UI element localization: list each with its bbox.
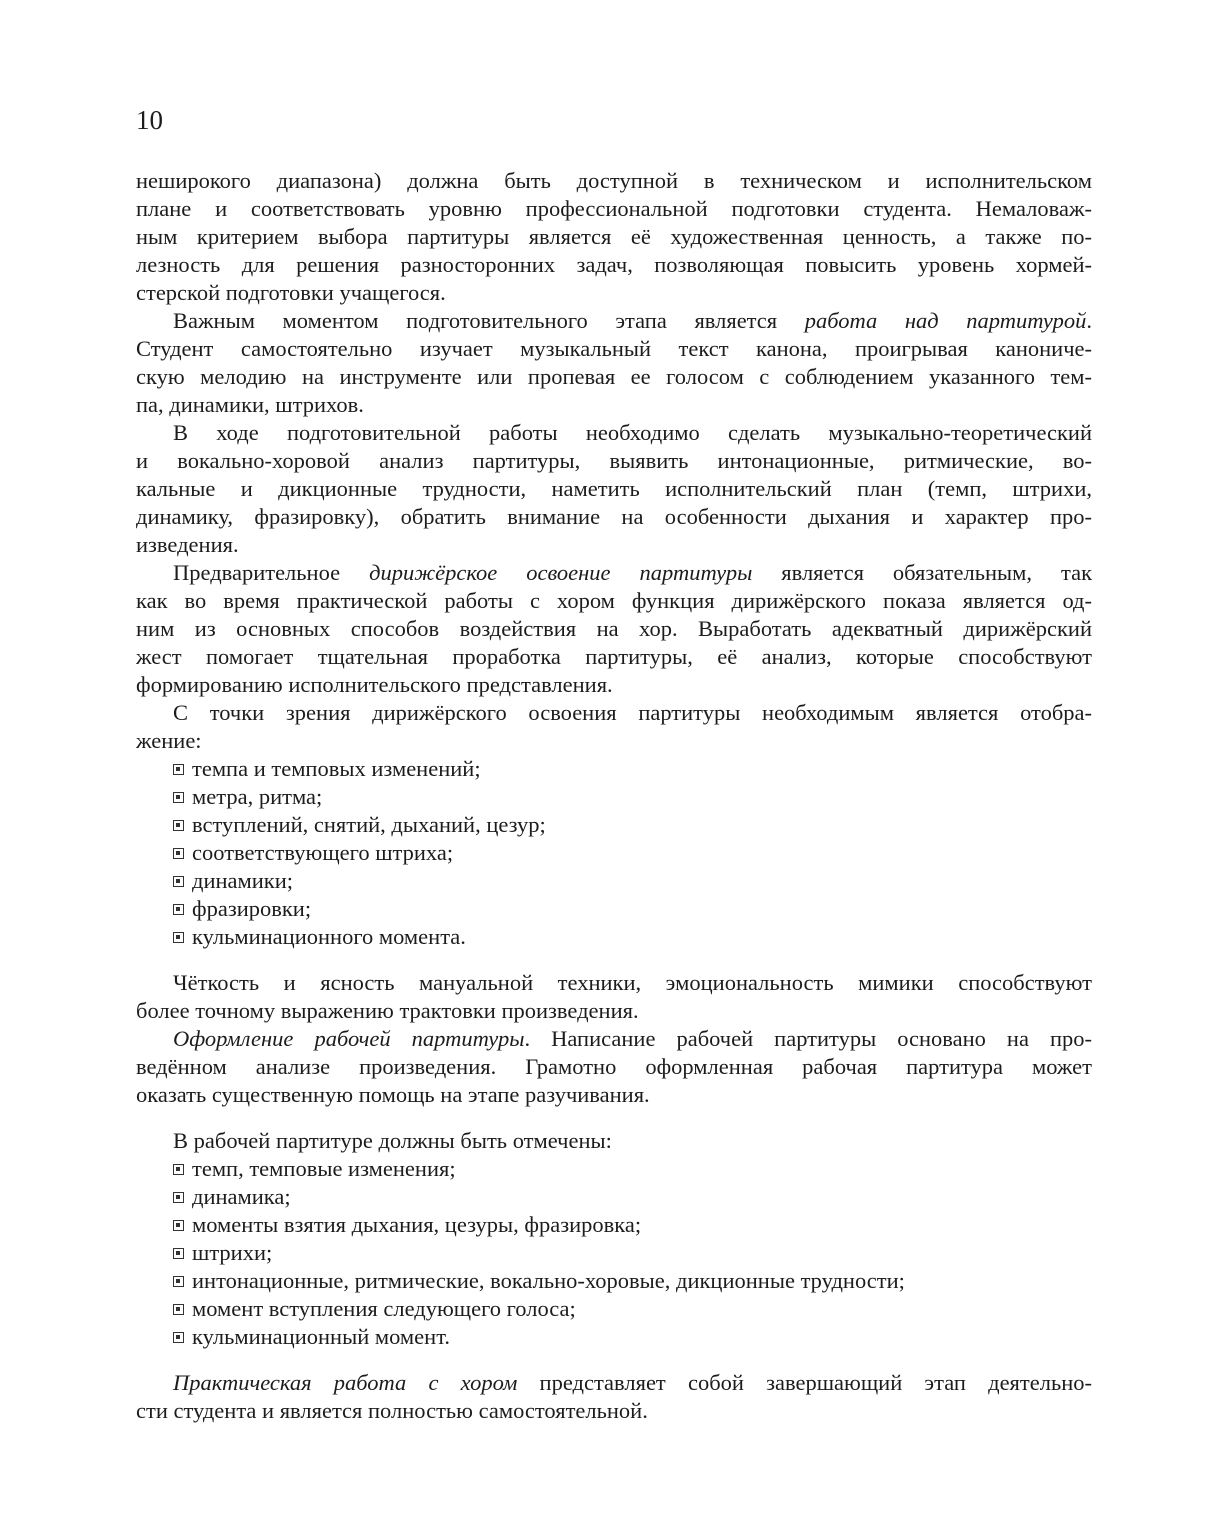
text-span: более точному выражению трактовки произведения.: [136, 998, 639, 1023]
square-bullet-icon: [173, 904, 184, 915]
list-item-text: интонационные, ритмические, вокально-хоровые, дикционные трудности;: [192, 1268, 905, 1293]
text-span: Студент самостоятельно изучает музыкальный текст канона, проигрывая канониче-: [136, 336, 1092, 361]
square-bullet-icon: [173, 876, 184, 887]
list-item: [136, 755, 1092, 783]
text-span: сти студента и является полностью самостоятельной.: [136, 1398, 648, 1423]
paragraph: [136, 419, 1092, 559]
text-span: изведения.: [136, 532, 239, 557]
square-bullet-icon: [173, 848, 184, 859]
text-line: [136, 363, 1092, 391]
text-line: [136, 1397, 1092, 1425]
list-item: [136, 1323, 1092, 1351]
text-span: Важным моментом подготовительного этапа является: [173, 308, 805, 333]
text-span: ним из основных способов воздействия на хор. Выработать адекватный дирижёрский: [136, 616, 1092, 641]
list-item-text: динамика;: [192, 1184, 291, 1209]
paragraph: [136, 559, 1092, 699]
text-span: и вокально-хоровой анализ партитуры, выявить интонационные, ритмические, во-: [136, 448, 1092, 473]
list-item: [136, 895, 1092, 923]
text-span: С точки зрения дирижёрского освоения партитуры необходимым является отобра-: [173, 700, 1092, 725]
text-span: В рабочей партитуре должны быть отмечены:: [173, 1128, 612, 1153]
text-span: В ходе подготовительной работы необходимо сделать музыкально-теоретический: [173, 420, 1092, 445]
text-span: скую мелодию на инструменте или пропевая ее голосом с соблюдением указанного тем-: [136, 364, 1092, 389]
text-line: [136, 969, 1092, 997]
text-span: стерской подготовки учащегося.: [136, 280, 446, 305]
text-line: [136, 1053, 1092, 1081]
square-bullet-icon: [173, 820, 184, 831]
italic-term: Практическая работа с хором: [173, 1370, 518, 1395]
list-item-text: темп, темповые изменения;: [192, 1156, 456, 1181]
paragraph: [136, 1127, 1092, 1155]
list-item-text: соответствующего штриха;: [192, 840, 454, 865]
text-line: [136, 223, 1092, 251]
text-span: кальные и дикционные трудности, наметить исполнительский план (темп, штрихи,: [136, 476, 1092, 501]
italic-term: Оформление рабочей партитуры: [173, 1026, 525, 1051]
list-item: [136, 923, 1092, 951]
text-line: [136, 475, 1092, 503]
text-span: формированию исполнительского представления.: [136, 672, 613, 697]
italic-term: работа над партитурой: [804, 308, 1087, 333]
square-bullet-icon: [173, 1332, 184, 1343]
text-span: жест помогает тщательная проработка партитуры, её анализ, которые способствуют: [136, 644, 1092, 669]
list-item-text: кульминационного момента.: [192, 924, 466, 949]
text-line: [136, 1025, 1092, 1053]
text-line: [136, 699, 1092, 727]
square-bullet-icon: [173, 792, 184, 803]
text-span: является обязательным, так: [752, 560, 1092, 585]
text-line: [136, 1127, 1092, 1155]
list-item-text: момент вступления следующего голоса;: [192, 1296, 576, 1321]
page-number: 10: [136, 105, 163, 135]
list-item-text: динамики;: [192, 868, 294, 893]
text-span: Чёткость и ясность мануальной техники, эмоциональность мимики способствуют: [173, 970, 1092, 995]
square-bullet-icon: [173, 764, 184, 775]
text-span: представляет собой завершающий этап деятельно-: [517, 1370, 1092, 1395]
square-bullet-icon: [173, 1304, 184, 1315]
square-bullet-icon: [173, 1192, 184, 1203]
text-line: [136, 643, 1092, 671]
text-span: плане и соответствовать уровню профессиональной подготовки студента. Немаловаж-: [136, 196, 1092, 221]
list-item-text: темпа и темповых изменений;: [192, 756, 481, 781]
list-item: [136, 1295, 1092, 1323]
list-item-text: кульминационный момент.: [192, 1324, 450, 1349]
text-line: [136, 251, 1092, 279]
text-line: [136, 307, 1092, 335]
square-bullet-icon: [173, 932, 184, 943]
list-item: [136, 1211, 1092, 1239]
text-line: [136, 1369, 1092, 1397]
text-line: [136, 447, 1092, 475]
square-bullet-icon: [173, 1276, 184, 1287]
list-item-text: вступлений, снятий, дыханий, цезур;: [192, 812, 546, 837]
list-item: [136, 867, 1092, 895]
text-line: [136, 671, 1092, 699]
paragraph: [136, 699, 1092, 755]
text-span: ведённом анализе произведения. Грамотно оформленная рабочая партитура может: [136, 1054, 1092, 1079]
list-item-text: штрихи;: [192, 1240, 273, 1265]
text-span: .: [1086, 308, 1092, 333]
text-line: [136, 559, 1092, 587]
text-line: [136, 335, 1092, 363]
text-line: [136, 587, 1092, 615]
text-span: Предварительное: [173, 560, 370, 585]
list-item: [136, 1183, 1092, 1211]
text-span: как во время практической работы с хором функция дирижёрского показа является од-: [136, 588, 1092, 613]
text-line: [136, 195, 1092, 223]
text-span: динамику, фразировку), обратить внимание на особенности дыхания и характер про-: [136, 504, 1092, 529]
list-item-text: фразировки;: [192, 896, 312, 921]
bullet-list: [136, 755, 1092, 951]
list-item: [136, 1267, 1092, 1295]
list-item: [136, 783, 1092, 811]
text-span: жение:: [136, 728, 202, 753]
bullet-list: [136, 1155, 1092, 1351]
text-line: [136, 419, 1092, 447]
text-line: [136, 503, 1092, 531]
square-bullet-icon: [173, 1220, 184, 1231]
square-bullet-icon: [173, 1248, 184, 1259]
paragraph: [136, 167, 1092, 307]
text-line: [136, 615, 1092, 643]
text-span: . Написание рабочей партитуры основано на про-: [524, 1026, 1092, 1051]
text-span: лезность для решения разносторонних задач, позволяющая повысить уровень хормей-: [136, 252, 1092, 277]
text-line: [136, 279, 1092, 307]
text-line: [136, 167, 1092, 195]
italic-term: дирижёрское освоение партитуры: [369, 560, 753, 585]
text-span: неширокого диапазона) должна быть доступной в техническом и исполнительском: [136, 168, 1092, 193]
list-item: [136, 811, 1092, 839]
text-span: ным критерием выбора партитуры является её художественная ценность, а также по-: [136, 224, 1092, 249]
text-line: [136, 997, 1092, 1025]
text-line: [136, 727, 1092, 755]
list-item: [136, 1155, 1092, 1183]
paragraph: [136, 1025, 1092, 1109]
paragraph: [136, 1369, 1092, 1425]
paragraph: [136, 969, 1092, 1025]
paragraph: [136, 307, 1092, 419]
text-span: па, динамики, штрихов.: [136, 392, 364, 417]
list-item: [136, 1239, 1092, 1267]
list-item-text: метра, ритма;: [192, 784, 323, 809]
text-line: [136, 531, 1092, 559]
square-bullet-icon: [173, 1164, 184, 1175]
page-body: [136, 167, 1092, 1425]
text-span: оказать существенную помощь на этапе разучивания.: [136, 1082, 650, 1107]
list-item-text: моменты взятия дыхания, цезуры, фразировка;: [192, 1212, 642, 1237]
list-item: [136, 839, 1092, 867]
text-line: [136, 391, 1092, 419]
text-line: [136, 1081, 1092, 1109]
